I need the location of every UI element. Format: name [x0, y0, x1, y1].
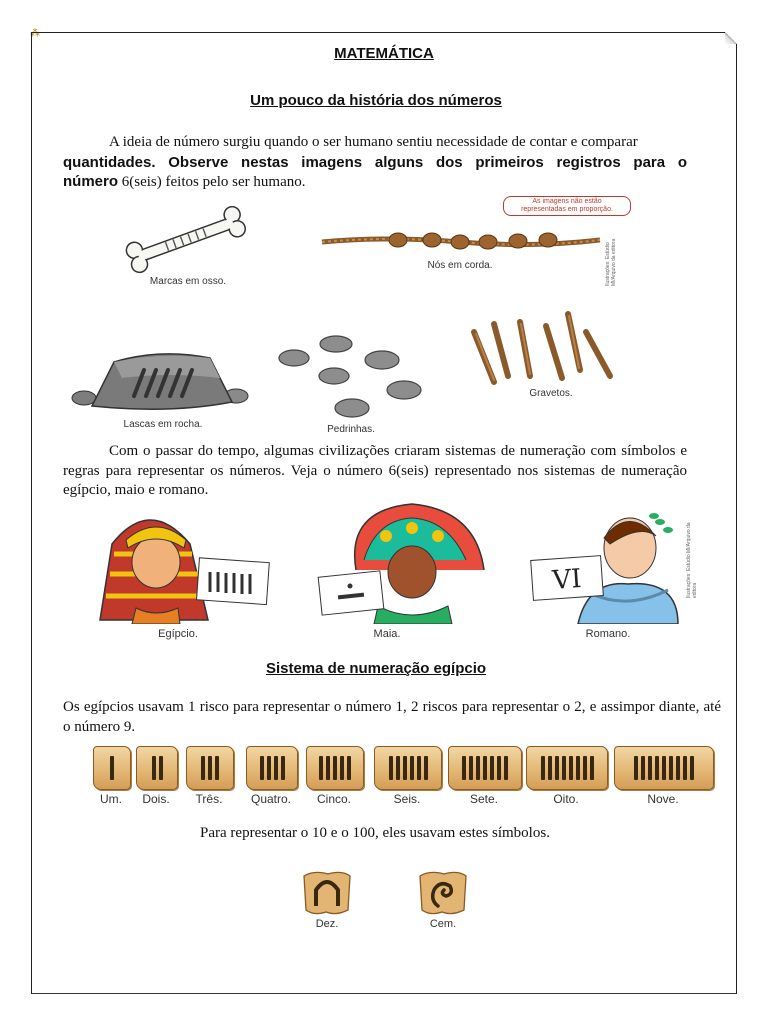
tally-mark — [462, 756, 466, 780]
intro-bold-word: número — [63, 173, 119, 190]
tally-mark — [683, 756, 687, 780]
tally-mark — [110, 756, 114, 780]
tally-mark — [260, 756, 264, 780]
tally-mark — [159, 756, 163, 780]
credit-records: Ilustrações: Estúdio Ml/Arquivo da editora — [605, 238, 617, 286]
section-heading-history: Um pouco da história dos números — [250, 92, 502, 109]
caption-ten: Dez. — [315, 918, 339, 930]
pebbles-illustration — [276, 332, 430, 422]
tally-mark — [476, 756, 480, 780]
caption-hundred: Cem. — [429, 918, 457, 930]
tally-mark — [417, 756, 421, 780]
page-corner-fold — [725, 32, 737, 44]
tally-mark — [669, 756, 673, 780]
tally-mark — [690, 756, 694, 780]
numeral-label: Três. — [195, 792, 223, 806]
caption-pebbles: Pedrinhas. — [327, 424, 375, 435]
tally-mark — [562, 756, 566, 780]
egyptian-illustration — [80, 500, 276, 624]
papyrus-8 — [526, 746, 608, 790]
numeral-label: Oito. — [553, 792, 579, 806]
caption-rome: Romano. — [585, 628, 631, 640]
tally-mark — [590, 756, 594, 780]
note-line-2: representadas em proporção. — [521, 206, 613, 213]
tally-mark — [267, 756, 271, 780]
tally-mark — [274, 756, 278, 780]
proportion-note — [503, 196, 631, 216]
tally-mark — [281, 756, 285, 780]
papyrus-5 — [306, 746, 364, 790]
tally-mark — [208, 756, 212, 780]
mayan-illustration — [316, 500, 496, 624]
ten-symbol — [300, 870, 354, 916]
tally-mark — [662, 756, 666, 780]
credit-civilizations: Ilustrações: Estúdio Ml/Arquivo da editora — [686, 522, 698, 598]
papyrus-3 — [186, 746, 234, 790]
tally-mark — [424, 756, 428, 780]
papyrus-4 — [246, 746, 298, 790]
intro-line-1: A ideia de número surgiu quando o ser humano sentiu necessidade de contar e comparar — [109, 134, 638, 150]
caption-egypt: Egípcio. — [158, 628, 198, 640]
hundred-symbol — [416, 870, 470, 916]
civilizations-paragraph: Com o passar do tempo, algumas civilizações criaram sistemas de numeração com símbolos e regras para representar os números. Veja o número 6(seis) representado nos sistemas de numeração egípcio, maio e romano. — [63, 443, 687, 498]
tally-mark — [676, 756, 680, 780]
intro-bold-line: quantidades. Observe nestas imagens alguns dos primeiros registros para o — [63, 153, 687, 171]
caption-maya: Maia. — [373, 628, 401, 640]
section-heading-egyptian: Sistema de numeração egípcio — [265, 660, 487, 677]
tally-mark — [490, 756, 494, 780]
tally-mark — [548, 756, 552, 780]
tally-mark — [541, 756, 545, 780]
tally-mark — [340, 756, 344, 780]
tally-mark — [469, 756, 473, 780]
papyrus-2 — [136, 746, 178, 790]
numeral-label: Quatro. — [250, 792, 292, 806]
papyrus-7 — [448, 746, 522, 790]
tally-mark — [396, 756, 400, 780]
tally-mark — [504, 756, 508, 780]
tally-mark — [347, 756, 351, 780]
tally-mark — [326, 756, 330, 780]
numeral-label: Dois. — [142, 792, 170, 806]
roman-numeral-sign: VI — [551, 564, 583, 596]
tally-mark — [389, 756, 393, 780]
bone-illustration — [118, 206, 254, 274]
caption-bone: Marcas em osso. — [149, 276, 227, 287]
tally-mark — [641, 756, 645, 780]
tally-mark — [655, 756, 659, 780]
tally-mark — [319, 756, 323, 780]
tally-mark — [152, 756, 156, 780]
numeral-label: Sete. — [469, 792, 499, 806]
numeral-label: Seis. — [393, 792, 421, 806]
tally-mark — [215, 756, 219, 780]
tally-mark — [201, 756, 205, 780]
tally-mark — [333, 756, 337, 780]
numeral-label: Nove. — [647, 792, 679, 806]
papyrus-9 — [614, 746, 714, 790]
intro-paragraph — [63, 133, 687, 193]
tally-mark — [634, 756, 638, 780]
tally-mark — [497, 756, 501, 780]
tally-mark — [555, 756, 559, 780]
egyptian-paragraph: Os egípcios usavam 1 risco para representar o número 1, 2 riscos para representar o 2, e assimpor diante, até o número 9. — [63, 699, 721, 735]
tally-mark — [583, 756, 587, 780]
symbols-paragraph: Para representar o 10 e o 100, eles usavam estes símbolos. — [200, 825, 550, 841]
pin-marker: ⁂ — [30, 28, 40, 39]
caption-sticks: Gravetos. — [529, 388, 573, 399]
papyrus-6 — [374, 746, 442, 790]
tally-mark — [403, 756, 407, 780]
papyrus-1 — [93, 746, 131, 790]
caption-rope: Nós em corda. — [427, 260, 493, 271]
sticks-illustration — [464, 306, 620, 388]
tally-mark — [576, 756, 580, 780]
note-line-1: As imagens não estão — [532, 198, 602, 205]
numeral-label: Um. — [100, 792, 122, 806]
tally-mark — [648, 756, 652, 780]
tally-mark — [569, 756, 573, 780]
rope-illustration — [320, 228, 602, 254]
rock-illustration — [70, 348, 252, 418]
numeral-label: Cinco. — [316, 792, 351, 806]
page-title: MATEMÁTICA — [334, 45, 434, 62]
intro-line-end: 6(seis) feitos pelo ser humano. — [118, 174, 306, 190]
tally-mark — [483, 756, 487, 780]
tally-mark — [410, 756, 414, 780]
caption-rock: Lascas em rocha. — [123, 419, 203, 430]
